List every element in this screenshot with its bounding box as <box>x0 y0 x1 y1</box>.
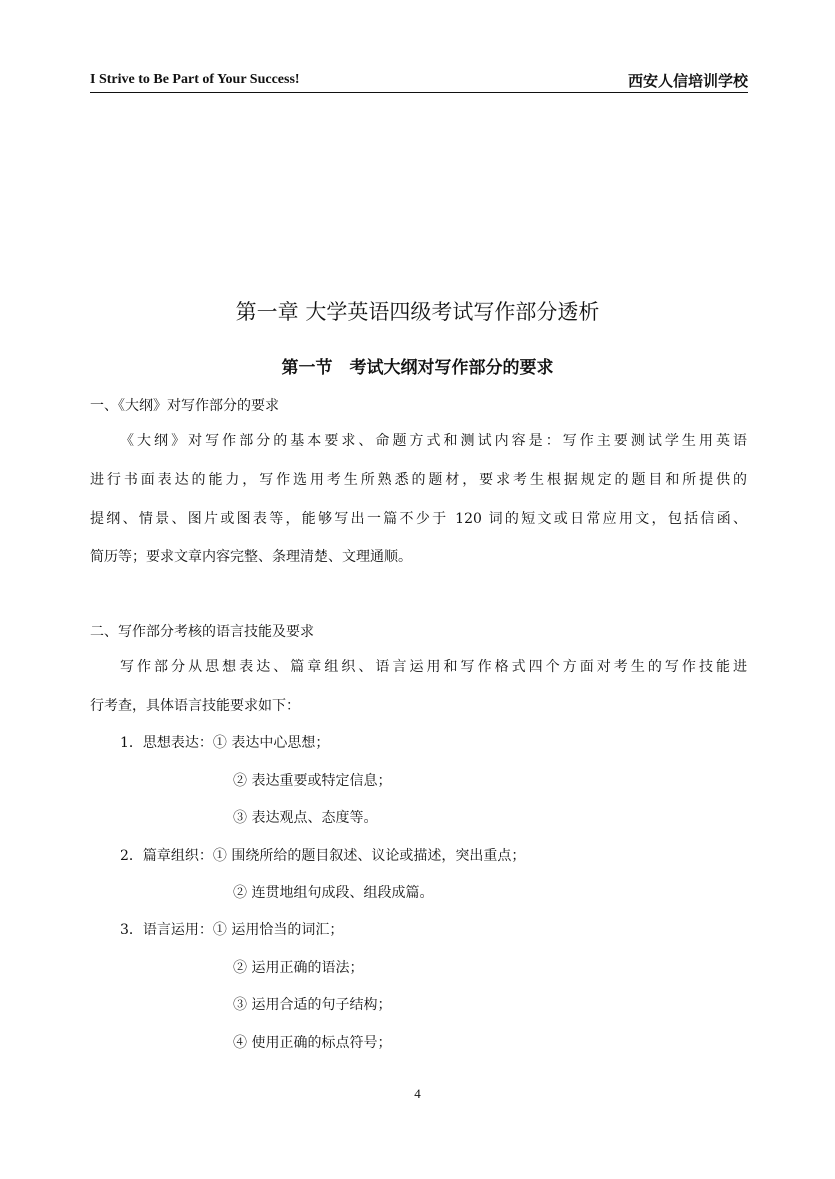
part2-paragraph-line: 写作部分从思想表达、篇章组织、语言运用和写作格式四个方面对考生的写作技能进 <box>120 659 747 675</box>
part2-heading: 二、写作部分考核的语言技能及要求 <box>90 624 314 640</box>
part1-paragraph-line: 简历等；要求文章内容完整、条理清楚、文理通顺。 <box>90 549 412 565</box>
skill-item: ② 表达重要或特定信息； <box>233 773 392 789</box>
header-slogan: I Strive to Be Part of Your Success! <box>90 72 300 87</box>
skill-item: ② 运用正确的语法； <box>233 960 364 976</box>
skill-item: ③ 运用合适的句子结构； <box>233 997 392 1013</box>
header-school-name: 西安人信培训学校 <box>627 72 748 90</box>
page-number: 4 <box>414 1086 421 1101</box>
part1-paragraph-line: 进行书面表达的能力，写作选用考生所熟悉的题材，要求考生根据规定的题目和所提供的 <box>90 472 747 488</box>
skill-item: 3．语言运用：① 运用恰当的词汇； <box>120 922 344 938</box>
skill-item: ④ 使用正确的标点符号； <box>233 1035 392 1051</box>
part2-paragraph-line: 行考查，具体语言技能要求如下： <box>90 698 300 714</box>
section-title: 第一节 考试大纲对写作部分的要求 <box>281 358 554 378</box>
part1-heading: 一、《大纲》对写作部分的要求 <box>90 398 279 414</box>
page-header <box>90 70 748 93</box>
skill-item: ② 连贯地组句成段、组段成篇。 <box>233 885 434 901</box>
chapter-title: 第一章 大学英语四级考试写作部分透析 <box>235 300 600 324</box>
part1-paragraph-line: 《大纲》对写作部分的基本要求、命题方式和测试内容是：写作主要测试学生用英语 <box>120 433 747 449</box>
part1-paragraph-line: 提纲、情景、图片或图表等，能够写出一篇不少于 120 词的短文或日常应用文，包括信函、 <box>90 511 747 527</box>
skill-item: ③ 表达观点、态度等。 <box>233 810 378 826</box>
skill-item: 2．篇章组织：① 围绕所给的题目叙述、议论或描述，突出重点； <box>120 848 526 864</box>
skill-item: 1．思想表达：① 表达中心思想； <box>120 735 330 751</box>
